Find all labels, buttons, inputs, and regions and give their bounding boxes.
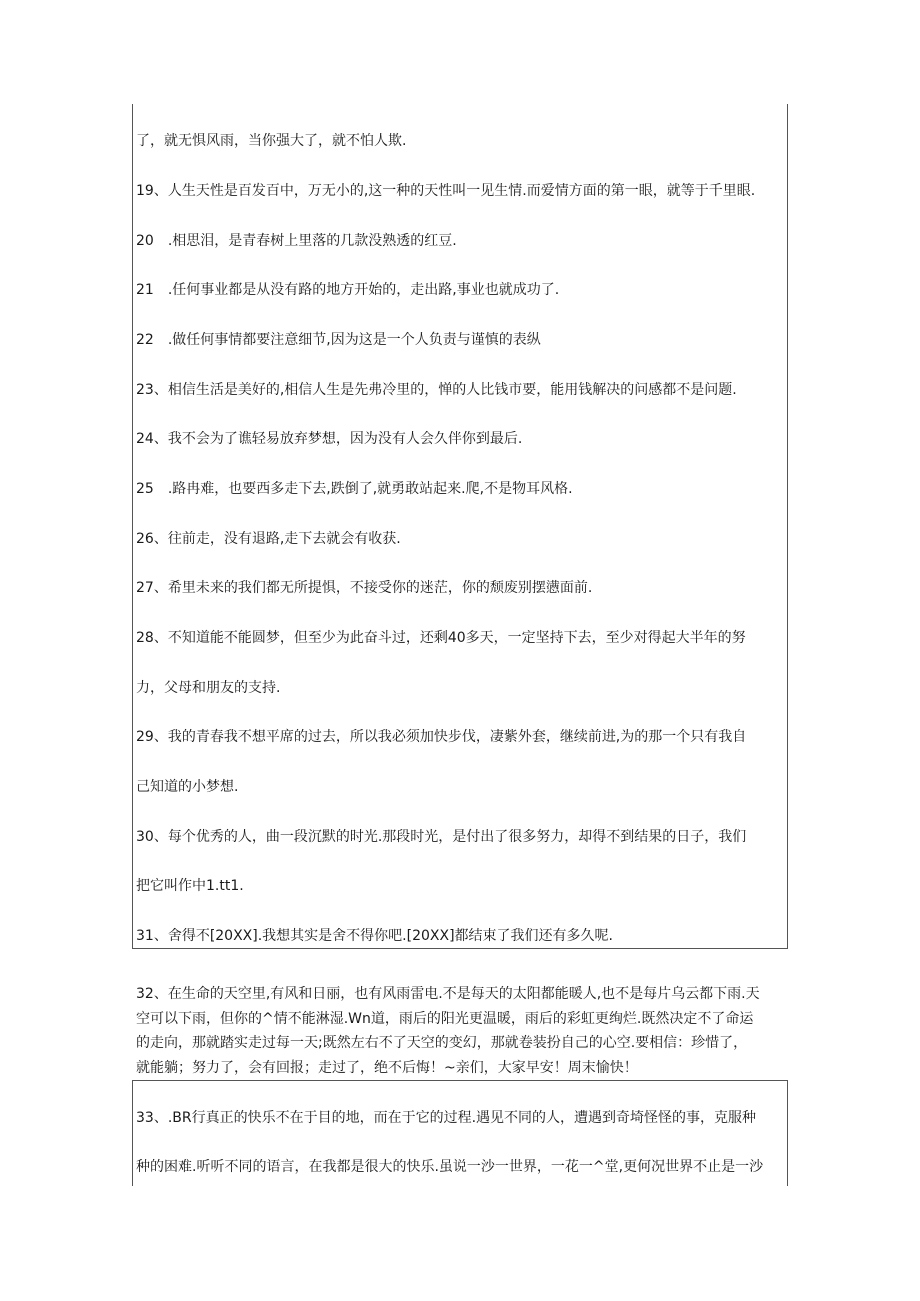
paragraph-32-line-2: 空可以下雨，但你的^情不能淋湿.Wn道，雨后的阳光更温暖，雨后的彩虹更绚烂.既然决定不了命运	[136, 1010, 754, 1027]
paragraph-32-line-3: 的走向，那就踏实走过每一天;既然左右不了天空的变幻，那就卷装扮自己的心空.要相信：珍惜了，	[136, 1035, 748, 1051]
paragraph-32-line-4: 就能躺；努力了，会有回报；走过了，绝不后悔！~亲们，大家早安！周末愉快！	[136, 1059, 638, 1076]
table-line-17: 31、舍得不[20XX].我想其实是舍不得你吧.[20XX]都结束了我们还有多久呢.	[136, 928, 614, 944]
table-line-7: 24、我不会为了谯轻易放弃梦想，因为没有人会久伴你到最后.	[136, 431, 523, 447]
table-line-15: 30、每个优秀的人，曲一段沉默的时光.那段时光，是付出了很多努力，却得不到结果的日子，我们	[136, 829, 747, 845]
paragraph-32-line-1: 32、在生命的天空里,有风和日丽，也有风雨雷电.不是每天的太阳都能暖人,也不是每片乌云都下雨.天	[136, 986, 760, 1002]
table-line-16: 把它叫作中1.tt1.	[136, 878, 244, 894]
table-line-12: 力，父母和朋友的支持.	[136, 680, 281, 696]
table-line-4: 21 .任何事业都是从没有路的地方开始的，走出路,事业也就成功了.	[136, 282, 560, 298]
table-line-11: 28、不知道能不能圆梦，但至少为此奋斗过，还剩40多天，一定坚持下去，至少对得起大半年的努	[136, 630, 746, 646]
table-line-1: 了，就无惧风雨，当你强大了，就不怕人欺.	[136, 133, 407, 149]
table-line-8: 25 .路冉难，也要西多走下去,跌倒了,就勇敢站起来.爬,不是物耳风格.	[136, 481, 573, 497]
table-line-13: 29、我的青春我不想平席的过去，所以我必须加快步伐，凄紫外套，继续前进,为的那一个只有我自	[136, 729, 747, 745]
paragraph-32	[136, 982, 786, 1080]
table-line-14: 己知道的小梦想.	[136, 779, 239, 795]
table-line-2: 19、人生天性是百发百中，万无小的,这一种的天性叫一见生情.而爱情方面的第一眼，就等于千里眼.	[136, 183, 756, 199]
table-line-5: 22 .做任何事情都要注意细节,因为这是一个人负责与谨慎的表纵	[136, 332, 541, 348]
paragraph-33-line-2: 种的困难.听听不同的语言，在我都是很大的快乐.虽说一沙一世界，一花一^堂,更何况世界不止是一沙	[136, 1159, 764, 1175]
paragraph-33-line-1: 33、.BR行真正的快乐不在于目的地，而在于它的过程.遇见不同的人，遭遇到奇埼怪怪的事，克服种	[136, 1110, 757, 1126]
table-line-9: 26、往前走，没有退路,走下去就会有收获.	[136, 531, 401, 547]
table-line-10: 27、希里未来的我们都无所提惧，不接受你的迷茫，你的颓废别摆懑面前.	[136, 580, 593, 596]
table-line-6: 23、相信生活是美好的,相信人生是先弗冷里的，惮的人比钱市要，能用钱解决的问感都不是问题.	[136, 382, 737, 398]
table-line-3: 20 .相思泪，是青春树上里落的几款没熟透的红豆.	[136, 233, 457, 249]
